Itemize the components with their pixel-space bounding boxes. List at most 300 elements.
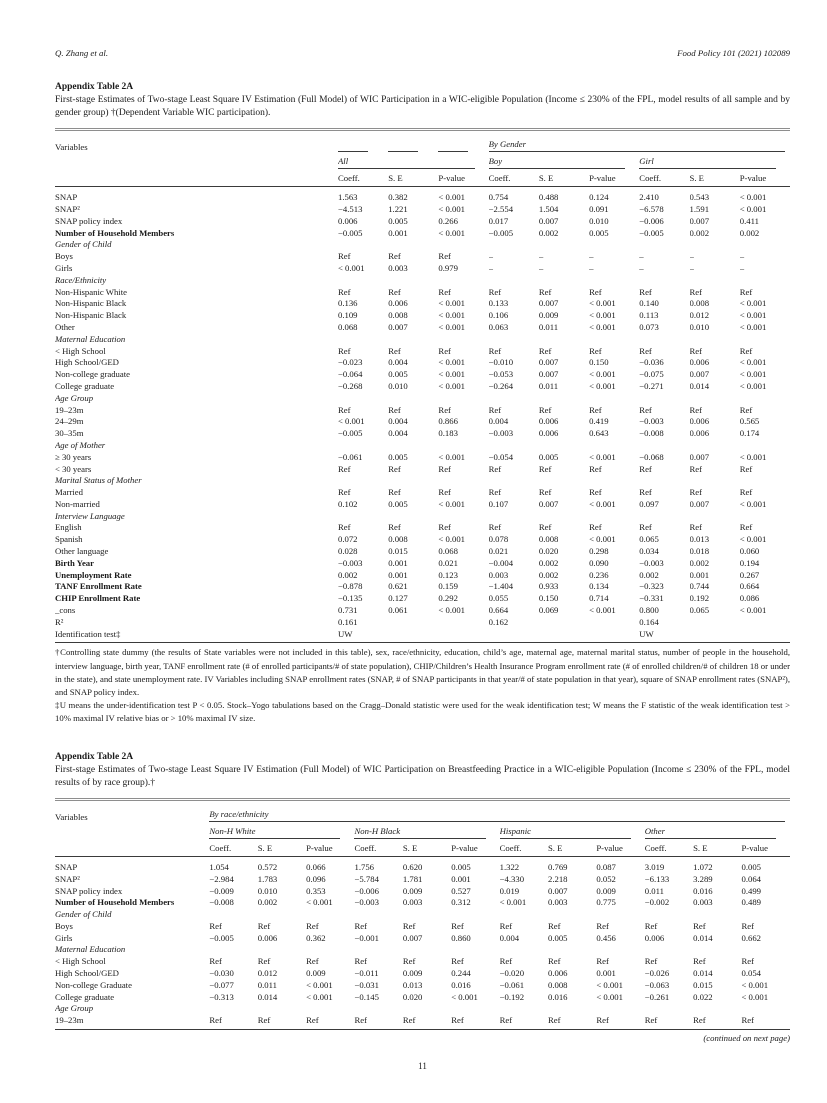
table-row bbox=[55, 216, 790, 228]
cell: Ref bbox=[451, 1015, 499, 1029]
cell: 0.292 bbox=[438, 593, 458, 604]
table2-body bbox=[55, 856, 790, 1029]
cell: 0.002 bbox=[538, 557, 559, 568]
row-label: Unemployment Rate bbox=[55, 569, 132, 580]
table-row bbox=[55, 487, 790, 499]
table-row bbox=[55, 546, 790, 558]
cell: −0.005 bbox=[488, 227, 514, 238]
table-row bbox=[55, 968, 790, 980]
column-header: P-value bbox=[589, 169, 639, 187]
cell: 0.005 bbox=[388, 369, 408, 380]
table-row bbox=[55, 511, 790, 523]
cell: −0.003 bbox=[639, 557, 664, 568]
cell: Ref bbox=[209, 1015, 257, 1029]
cell: 0.002 bbox=[538, 569, 559, 580]
cell: 0.007 bbox=[547, 885, 568, 896]
column-header: P-value bbox=[438, 169, 488, 187]
cell: 0.312 bbox=[451, 897, 471, 908]
cell: 0.007 bbox=[538, 357, 559, 368]
continued-note: (continued on next page) bbox=[703, 1033, 790, 1044]
journal-header: Food Policy 101 (2021) 102089 bbox=[677, 48, 790, 58]
cell: < 0.001 bbox=[739, 498, 767, 509]
cell: Ref bbox=[209, 956, 222, 967]
cell: 0.164 bbox=[639, 616, 659, 627]
cell: 0.007 bbox=[689, 215, 710, 226]
cell: 0.007 bbox=[402, 932, 423, 943]
spanner-label: By race/ethnicity bbox=[209, 809, 785, 822]
cell: 0.014 bbox=[689, 380, 710, 391]
row-label: Number of Household Members bbox=[55, 897, 175, 908]
cell: −4.330 bbox=[499, 873, 525, 884]
cell: Ref bbox=[388, 404, 401, 415]
cell: Ref bbox=[547, 956, 561, 967]
cell: −0.264 bbox=[488, 380, 514, 391]
row-label: English bbox=[55, 522, 82, 533]
cell: 0.011 bbox=[538, 321, 559, 332]
cell: Ref bbox=[538, 487, 552, 498]
table-row bbox=[55, 381, 790, 393]
cell: < 0.001 bbox=[589, 451, 616, 462]
cell: Ref bbox=[488, 463, 502, 474]
header-row-spanner bbox=[55, 799, 790, 822]
stub-rule-cell bbox=[388, 129, 438, 152]
cell: 0.866 bbox=[438, 416, 458, 427]
cell: −0.031 bbox=[354, 979, 379, 990]
cell: 0.004 bbox=[499, 932, 520, 943]
cell: 0.006 bbox=[257, 932, 278, 943]
cell: 1.221 bbox=[388, 203, 408, 214]
cell: 0.662 bbox=[741, 932, 762, 943]
cell: < 0.001 bbox=[596, 979, 623, 990]
cell: – bbox=[589, 262, 594, 273]
row-label: Number of Household Members bbox=[55, 227, 175, 238]
table-row bbox=[55, 933, 790, 945]
cell: < 0.001 bbox=[741, 979, 769, 990]
cell bbox=[388, 617, 438, 629]
cell: 0.028 bbox=[337, 546, 358, 557]
column-header: Coeff. bbox=[354, 839, 402, 857]
row-label: Gender of Child bbox=[55, 239, 112, 250]
row-label: College graduate bbox=[55, 380, 115, 391]
cell: Ref bbox=[438, 487, 451, 498]
cell: −0.003 bbox=[354, 897, 379, 908]
cell: −0.006 bbox=[354, 885, 379, 896]
row-label: _cons bbox=[55, 605, 76, 616]
row-label: Boys bbox=[55, 251, 73, 262]
cell: 0.298 bbox=[589, 546, 609, 557]
cell: 0.009 bbox=[402, 968, 423, 979]
table2-head bbox=[55, 799, 790, 856]
empty-cell bbox=[209, 909, 790, 921]
cell: 0.744 bbox=[689, 581, 710, 592]
cell: 0.194 bbox=[739, 557, 760, 568]
row-label: 19–23m bbox=[55, 404, 84, 415]
cell: Ref bbox=[388, 251, 401, 262]
empty-cell bbox=[338, 275, 790, 287]
table-row bbox=[55, 464, 790, 476]
column-header: P-value bbox=[740, 169, 790, 187]
cell: < 0.001 bbox=[739, 192, 767, 203]
cell: −0.068 bbox=[639, 451, 664, 462]
cell: Ref bbox=[488, 522, 502, 533]
cell: 1.781 bbox=[402, 873, 423, 884]
cell: 0.489 bbox=[741, 897, 762, 908]
cell: Ref bbox=[596, 956, 609, 967]
column-header: Coeff. bbox=[500, 839, 548, 857]
table-row bbox=[55, 617, 790, 629]
table-row bbox=[55, 428, 790, 440]
table-row bbox=[55, 346, 790, 358]
table-row bbox=[55, 416, 790, 428]
cell: 0.775 bbox=[596, 897, 616, 908]
cell: Ref bbox=[547, 920, 561, 931]
cell: Ref bbox=[209, 920, 222, 931]
cell: −0.008 bbox=[639, 428, 664, 439]
cell: 0.002 bbox=[739, 227, 760, 238]
cell: −0.011 bbox=[354, 968, 379, 979]
cell: Ref bbox=[644, 956, 658, 967]
empty-header-cell bbox=[55, 822, 209, 839]
cell: 0.714 bbox=[589, 593, 609, 604]
cell bbox=[740, 617, 790, 629]
cell: −0.003 bbox=[488, 428, 514, 439]
cell: Ref bbox=[258, 1015, 306, 1029]
cell: 0.006 bbox=[547, 968, 568, 979]
cell: 0.007 bbox=[538, 298, 559, 309]
cell: −0.005 bbox=[337, 428, 363, 439]
cell: 0.754 bbox=[488, 192, 509, 203]
cell: 0.069 bbox=[538, 605, 559, 616]
cell: 0.014 bbox=[693, 932, 713, 943]
table-row bbox=[55, 956, 790, 968]
cell: Ref bbox=[388, 463, 401, 474]
cell: 0.064 bbox=[741, 873, 762, 884]
column-header: P-value bbox=[741, 839, 790, 857]
row-label: TANF Enrollment Rate bbox=[55, 581, 142, 592]
row-label: R² bbox=[55, 616, 64, 627]
table-row bbox=[55, 310, 790, 322]
table2-caption: First-stage Estimates of Two-stage Least Square IV Estimation (Full Model) of WIC Participation on Breastfeeding Practice in a WIC-eligible Population (Income ≤ 230% of the FPL, model results of by race group).† bbox=[55, 764, 790, 789]
column-header: S. E bbox=[690, 169, 740, 187]
stub-rule-cell bbox=[338, 129, 388, 152]
group-label: Boy bbox=[489, 156, 626, 169]
cell: Ref bbox=[499, 920, 513, 931]
table-row bbox=[55, 897, 790, 909]
cell: Ref bbox=[488, 404, 502, 415]
cell: Ref bbox=[596, 1015, 644, 1029]
cell: 0.007 bbox=[388, 321, 408, 332]
cell: 0.007 bbox=[538, 498, 559, 509]
cell: −0.145 bbox=[354, 991, 379, 1002]
cell: < 0.001 bbox=[739, 369, 767, 380]
row-label: < High School bbox=[55, 956, 106, 967]
group-label: Non-H Black bbox=[354, 826, 485, 839]
cell: 3.019 bbox=[644, 861, 665, 872]
footnote: †Controlling state dummy (the results of State variables were not included in this table), sex, race/ethnicity, education, child’s age, maternal age, maternal marital status, number of people in the household, interview language, birth year, TANF enrollment rate (# of enrolled participants/# of state population), CHIP/Children’s Health Insurance Program enrollment rate (# of enrolled children/# of children 18 or under in the state), and state unemployment rate. IV Variables including SNAP enrollment rates (SNAP, # of SNAP participants in that year/# of state population in that year), square of SNAP enrollment rates (SNAP²), and SNAP policy index. bbox=[55, 647, 790, 697]
cell: 0.022 bbox=[693, 991, 713, 1002]
cell: < 0.001 bbox=[438, 192, 466, 203]
appendix-table-2-block bbox=[55, 752, 790, 1043]
table-row bbox=[55, 886, 790, 898]
row-label: < 30 years bbox=[55, 463, 92, 474]
row-label: Identification test‡ bbox=[55, 629, 338, 643]
cell: Ref bbox=[589, 286, 602, 297]
table-row bbox=[55, 558, 790, 570]
table1-footnotes bbox=[55, 646, 790, 724]
cell: 0.007 bbox=[689, 369, 710, 380]
cell: Ref bbox=[689, 463, 703, 474]
table1-body bbox=[55, 186, 790, 642]
table-row bbox=[55, 393, 790, 405]
cell: – bbox=[739, 251, 745, 262]
cell: Ref bbox=[438, 286, 451, 297]
cell: – bbox=[639, 251, 644, 262]
cell: 0.004 bbox=[488, 416, 509, 427]
cell: 0.002 bbox=[257, 897, 278, 908]
cell: 0.063 bbox=[488, 321, 509, 332]
table-row bbox=[55, 629, 790, 643]
cell: < 0.001 bbox=[499, 897, 527, 908]
cell: Ref bbox=[739, 404, 753, 415]
cell: < 0.001 bbox=[438, 203, 466, 214]
cell: Ref bbox=[337, 522, 351, 533]
cell: −0.020 bbox=[499, 968, 525, 979]
section-gap bbox=[55, 725, 790, 752]
cell: Ref bbox=[739, 286, 753, 297]
table-row bbox=[55, 440, 790, 452]
table2 bbox=[55, 798, 790, 1030]
group-header bbox=[338, 152, 489, 169]
cell: < 0.001 bbox=[306, 991, 333, 1002]
group-header bbox=[500, 822, 645, 839]
cell: 0.150 bbox=[538, 593, 559, 604]
cell: 0.005 bbox=[547, 932, 568, 943]
cell: – bbox=[538, 262, 544, 273]
cell bbox=[438, 617, 488, 629]
cell: Ref bbox=[589, 522, 602, 533]
cell: −0.878 bbox=[337, 581, 363, 592]
cell: < 0.001 bbox=[739, 357, 767, 368]
cell: 0.005 bbox=[451, 861, 471, 872]
cell: 0.078 bbox=[488, 534, 509, 545]
cell: Ref bbox=[739, 522, 753, 533]
column-header: S. E bbox=[403, 839, 451, 857]
cell: Ref bbox=[337, 404, 351, 415]
cell: < 0.001 bbox=[589, 380, 616, 391]
empty-cell bbox=[338, 334, 790, 346]
cell: 0.106 bbox=[488, 310, 509, 321]
cell: 0.007 bbox=[689, 451, 710, 462]
cell: 0.161 bbox=[337, 616, 358, 627]
group-header bbox=[209, 822, 354, 839]
cell: 0.012 bbox=[257, 968, 278, 979]
cell: Ref bbox=[693, 956, 706, 967]
cell: 2.218 bbox=[547, 873, 568, 884]
cell: −0.004 bbox=[488, 557, 514, 568]
cell: 0.006 bbox=[689, 416, 710, 427]
cell: 0.073 bbox=[639, 321, 659, 332]
cell: Ref bbox=[488, 345, 502, 356]
cell: 0.001 bbox=[451, 873, 471, 884]
cell: 0.140 bbox=[639, 298, 659, 309]
cell: 0.002 bbox=[337, 569, 358, 580]
cell: < 0.001 bbox=[438, 310, 466, 321]
cell bbox=[589, 629, 639, 643]
spanner-label: By Gender bbox=[489, 139, 785, 152]
cell: Ref bbox=[689, 345, 703, 356]
cell: 1.054 bbox=[209, 861, 229, 872]
cell: 0.010 bbox=[388, 380, 408, 391]
cell: 0.068 bbox=[337, 321, 358, 332]
cell: – bbox=[739, 262, 745, 273]
cell: 0.052 bbox=[596, 873, 616, 884]
cell: −1.404 bbox=[488, 581, 514, 592]
cell: 1.756 bbox=[354, 861, 375, 872]
cell: 0.010 bbox=[589, 215, 609, 226]
cell: < 0.001 bbox=[739, 310, 767, 321]
cell: Ref bbox=[589, 404, 602, 415]
header-row-groups bbox=[55, 822, 790, 839]
cell: 0.162 bbox=[488, 616, 509, 627]
row-label: Gender of Child bbox=[55, 909, 112, 920]
cell: 0.419 bbox=[589, 416, 609, 427]
table1-head bbox=[55, 129, 790, 186]
row-label: 30–35m bbox=[55, 428, 84, 439]
row-label: Non-Hispanic Black bbox=[55, 298, 127, 309]
cell: 0.136 bbox=[337, 298, 358, 309]
empty-cell bbox=[338, 475, 790, 487]
cell: – bbox=[488, 262, 493, 273]
cell: −0.006 bbox=[639, 215, 664, 226]
cell: 0.091 bbox=[589, 203, 609, 214]
cell: Ref bbox=[337, 345, 351, 356]
cell: −0.005 bbox=[337, 227, 363, 238]
cell: Ref bbox=[645, 1015, 693, 1029]
cell: Ref bbox=[741, 956, 755, 967]
column-header: Coeff. bbox=[645, 839, 693, 857]
row-label: SNAP² bbox=[55, 873, 80, 884]
cell: < 0.001 bbox=[739, 605, 767, 616]
header-row-spanner bbox=[55, 129, 790, 152]
cell: < 0.001 bbox=[739, 534, 767, 545]
cell: 0.006 bbox=[644, 932, 665, 943]
table1-caption: First-stage Estimates of Two-stage Least Square IV Estimation (Full Model) of WIC Participation in a WIC-eligible Population (Income ≤ 230% of the FPL, model results of all sample and by gender group) †(Dependent Variable WIC participation). bbox=[55, 95, 790, 119]
cell: 0.020 bbox=[402, 991, 423, 1002]
table-row bbox=[55, 534, 790, 546]
cell: 0.621 bbox=[388, 581, 408, 592]
table-row bbox=[55, 1015, 790, 1029]
stub-rule-cell bbox=[438, 129, 488, 152]
cell: 0.664 bbox=[739, 581, 760, 592]
row-label: CHIP Enrollment Rate bbox=[55, 593, 141, 604]
cell: < 0.001 bbox=[306, 897, 333, 908]
cell: 0.008 bbox=[547, 979, 568, 990]
cell: 0.010 bbox=[689, 321, 710, 332]
row-label: < High School bbox=[55, 345, 106, 356]
cell: 0.072 bbox=[337, 534, 358, 545]
cell: Ref bbox=[739, 345, 753, 356]
cell: Ref bbox=[639, 463, 652, 474]
cell: < 0.001 bbox=[451, 991, 478, 1002]
column-header: Coeff. bbox=[639, 169, 689, 187]
cell: −0.002 bbox=[644, 897, 670, 908]
cell: −0.075 bbox=[639, 369, 664, 380]
table-row bbox=[55, 369, 790, 381]
cell: −5.784 bbox=[354, 873, 379, 884]
cell: Ref bbox=[388, 487, 401, 498]
cell: −6.133 bbox=[644, 873, 670, 884]
cell: −6.578 bbox=[639, 203, 664, 214]
cell: 0.006 bbox=[689, 428, 710, 439]
table-row bbox=[55, 874, 790, 886]
cell: 0.009 bbox=[402, 885, 423, 896]
row-label: Interview Language bbox=[55, 510, 125, 521]
cell: < 0.001 bbox=[741, 991, 769, 1002]
row-label: Maternal Education bbox=[55, 333, 126, 344]
cell: 0.001 bbox=[388, 557, 408, 568]
author-header: Q. Zhang et al. bbox=[55, 48, 109, 58]
cell: < 0.001 bbox=[589, 369, 616, 380]
cell: Ref bbox=[337, 487, 351, 498]
cell: Ref bbox=[499, 956, 513, 967]
column-header: S. E bbox=[539, 169, 589, 187]
cell: 0.006 bbox=[538, 416, 559, 427]
cell: 0.006 bbox=[388, 298, 408, 309]
cell: Ref bbox=[589, 463, 602, 474]
cell: 0.456 bbox=[596, 932, 616, 943]
cell: 0.065 bbox=[639, 534, 659, 545]
group-header bbox=[489, 152, 640, 169]
cell: −0.030 bbox=[209, 968, 234, 979]
cell: 0.244 bbox=[451, 968, 471, 979]
cell: 0.123 bbox=[438, 569, 458, 580]
cell: −0.331 bbox=[639, 593, 664, 604]
column-header: S. E bbox=[693, 839, 741, 857]
cell: Ref bbox=[639, 404, 652, 415]
table-row bbox=[55, 322, 790, 334]
cell: 0.055 bbox=[488, 593, 509, 604]
table-row bbox=[55, 452, 790, 464]
row-label: SNAP² bbox=[55, 203, 80, 214]
cell: Ref bbox=[639, 522, 652, 533]
cell: < 0.001 bbox=[589, 298, 616, 309]
cell: – bbox=[689, 251, 694, 262]
cell: −0.053 bbox=[488, 369, 514, 380]
cell: 0.006 bbox=[538, 428, 559, 439]
empty-cell bbox=[209, 944, 790, 956]
cell: 0.643 bbox=[589, 428, 609, 439]
cell: Ref bbox=[639, 286, 652, 297]
cell: 0.488 bbox=[538, 192, 559, 203]
cell: 0.005 bbox=[388, 451, 408, 462]
cell: 0.543 bbox=[689, 192, 710, 203]
cell: Ref bbox=[689, 404, 703, 415]
row-label: Non-college Graduate bbox=[55, 979, 132, 990]
cell: −0.061 bbox=[337, 451, 363, 462]
cell: 0.011 bbox=[257, 979, 277, 990]
cell: −0.063 bbox=[644, 979, 670, 990]
cell: Ref bbox=[488, 286, 502, 297]
cell: 0.005 bbox=[538, 451, 559, 462]
cell: < 0.001 bbox=[438, 451, 466, 462]
cell: 1.504 bbox=[538, 203, 559, 214]
cell: – bbox=[538, 251, 544, 262]
cell: 0.061 bbox=[388, 605, 408, 616]
cell: Ref bbox=[689, 522, 703, 533]
cell: 0.019 bbox=[499, 885, 520, 896]
cell: 0.150 bbox=[589, 357, 609, 368]
cell: −0.036 bbox=[639, 357, 664, 368]
